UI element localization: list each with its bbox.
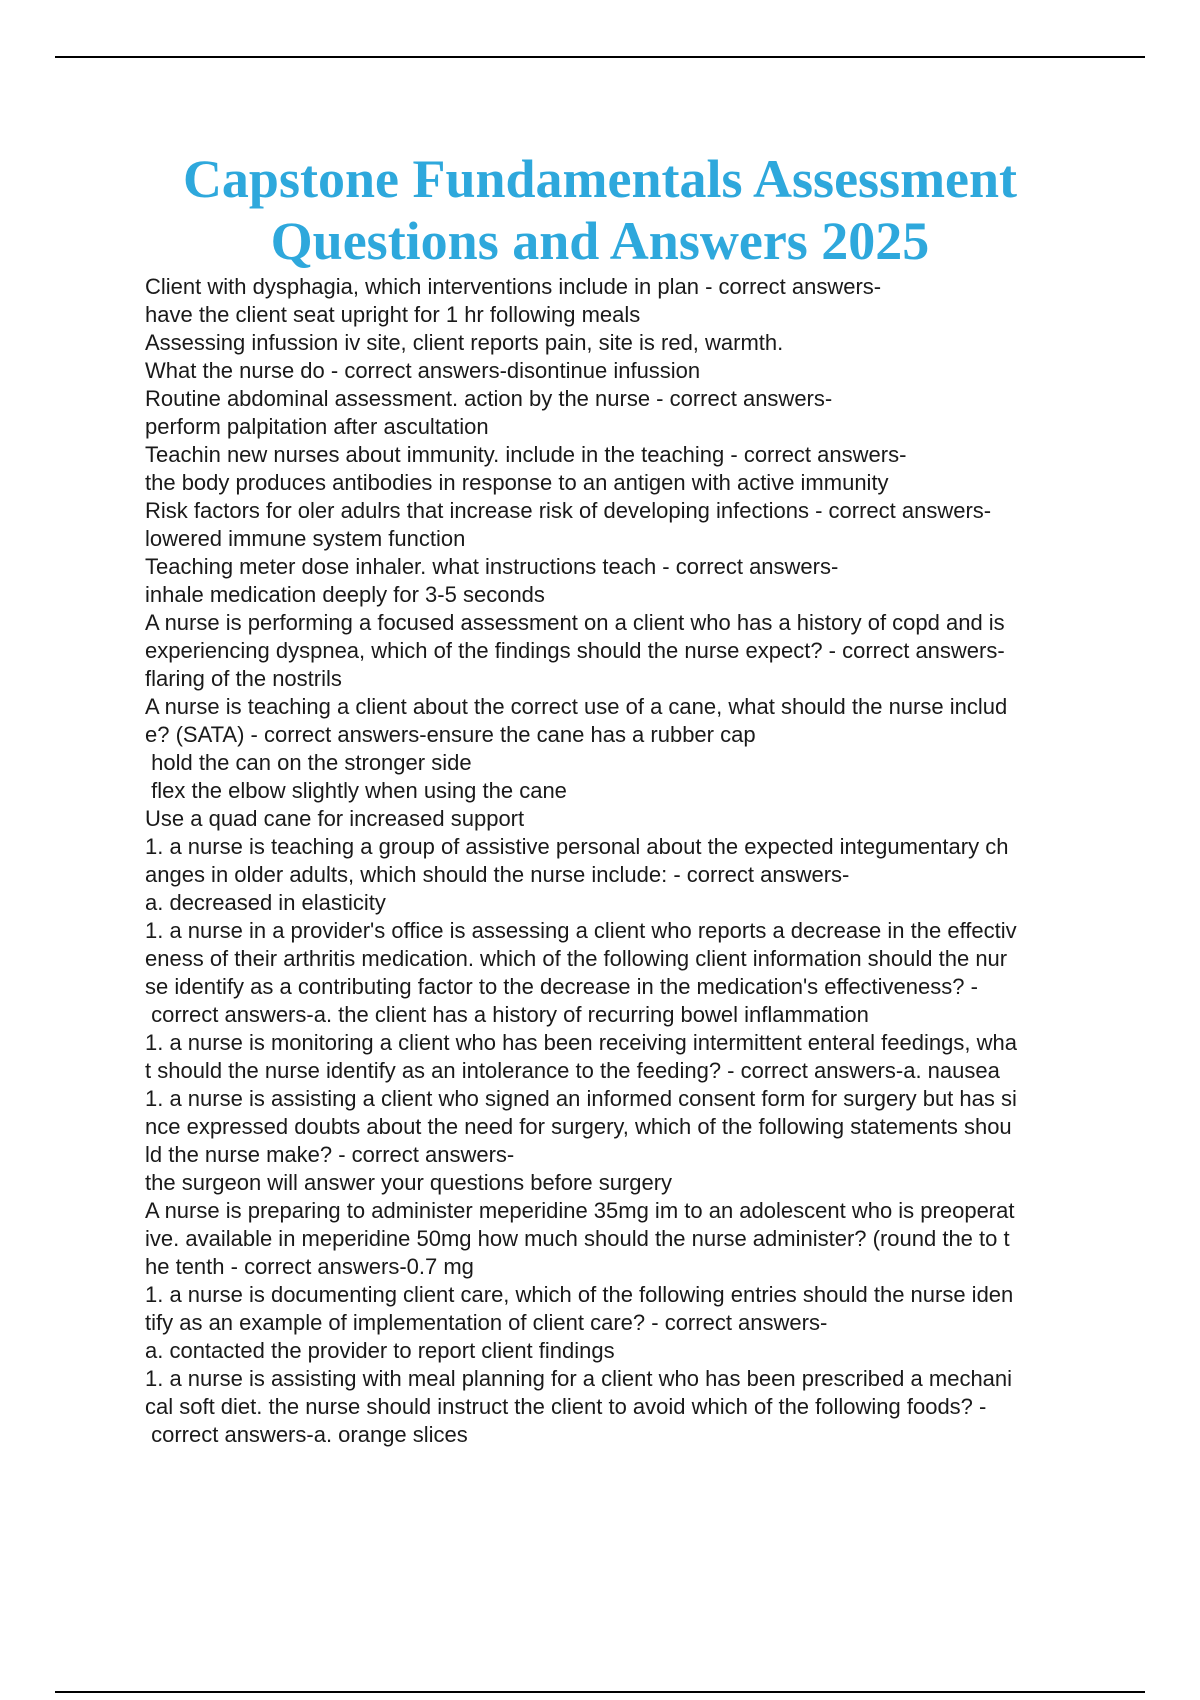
text-line: hold the can on the stronger side bbox=[145, 750, 472, 775]
text-line: A nurse is preparing to administer meperidine 35mg im to an adolescent who is preoperat bbox=[145, 1198, 1015, 1223]
text-line: inhale medication deeply for 3-5 seconds bbox=[145, 582, 545, 607]
page-title bbox=[0, 148, 1200, 272]
top-rule bbox=[55, 56, 1145, 58]
text-line: 1. a nurse is documenting client care, which of the following entries should the nurse iden bbox=[145, 1282, 1014, 1307]
text-line: What the nurse do - correct answers-disontinue infussion bbox=[145, 358, 701, 383]
text-line: Assessing infussion iv site, client reports pain, site is red, warmth. bbox=[145, 330, 784, 355]
text-line: 1. a nurse in a provider's office is assessing a client who reports a decrease in the effectiv bbox=[145, 918, 1017, 943]
text-line: flaring of the nostrils bbox=[145, 666, 342, 691]
text-line: t should the nurse identify as an intolerance to the feeding? - correct answers-a. nausea bbox=[145, 1058, 1000, 1083]
text-line: cal soft diet. the nurse should instruct the client to avoid which of the following foods? - bbox=[145, 1394, 987, 1419]
text-line: ive. available in meperidine 50mg how much should the nurse administer? (round the to t bbox=[145, 1226, 1010, 1251]
text-line: A nurse is performing a focused assessment on a client who has a history of copd and is bbox=[145, 610, 1005, 635]
bottom-rule bbox=[55, 1691, 1145, 1693]
text-line: Routine abdominal assessment. action by the nurse - correct answers- bbox=[145, 386, 833, 411]
title-line-1: Capstone Fundamentals Assessment bbox=[182, 149, 1018, 209]
text-line: flex the elbow slightly when using the cane bbox=[145, 778, 567, 803]
text-line: Teachin new nurses about immunity. include in the teaching - correct answers- bbox=[145, 442, 907, 467]
text-line: he tenth - correct answers-0.7 mg bbox=[145, 1254, 474, 1279]
title-line-2: Questions and Answers 2025 bbox=[270, 211, 930, 271]
text-line: Risk factors for oler adulrs that increase risk of developing infections - correct answers- bbox=[145, 498, 992, 523]
text-line: eness of their arthritis medication. which of the following client information should the nur bbox=[145, 946, 1008, 971]
text-line: perform palpitation after ascultation bbox=[145, 414, 489, 439]
text-line: 1. a nurse is assisting with meal planning for a client who has been prescribed a mechani bbox=[145, 1366, 1013, 1391]
text-line: A nurse is teaching a client about the correct use of a cane, what should the nurse includ bbox=[145, 694, 1008, 719]
text-line: correct answers-a. the client has a history of recurring bowel inflammation bbox=[145, 1002, 869, 1027]
text-line: e? (SATA) - correct answers-ensure the cane has a rubber cap bbox=[145, 722, 756, 747]
text-line: have the client seat upright for 1 hr following meals bbox=[145, 302, 641, 327]
text-line: a. decreased in elasticity bbox=[145, 890, 386, 915]
text-line: 1. a nurse is teaching a group of assistive personal about the expected integumentary ch bbox=[145, 834, 1009, 859]
text-line: tify as an example of implementation of client care? - correct answers- bbox=[145, 1310, 828, 1335]
text-line: experiencing dyspnea, which of the findings should the nurse expect? - correct answers- bbox=[145, 638, 1005, 663]
text-line: a. contacted the provider to report client findings bbox=[145, 1338, 615, 1363]
text-line: nce expressed doubts about the need for surgery, which of the following statements shou bbox=[145, 1114, 1012, 1139]
text-line: lowered immune system function bbox=[145, 526, 466, 551]
text-line: 1. a nurse is monitoring a client who has been receiving intermittent enteral feedings, wha bbox=[145, 1030, 1017, 1055]
text-line: correct answers-a. orange slices bbox=[145, 1422, 468, 1447]
text-line: the surgeon will answer your questions before surgery bbox=[145, 1170, 673, 1195]
text-line: Teaching meter dose inhaler. what instructions teach - correct answers- bbox=[145, 554, 839, 579]
text-line: se identify as a contributing factor to the decrease in the medication's effectiveness? - bbox=[145, 974, 978, 999]
text-line: Use a quad cane for increased support bbox=[145, 806, 525, 831]
text-line: the body produces antibodies in response to an antigen with active immunity bbox=[145, 470, 889, 495]
text-line: Client with dysphagia, which interventions include in plan - correct answers- bbox=[145, 274, 882, 299]
text-line: ld the nurse make? - correct answers- bbox=[145, 1142, 515, 1167]
document-body bbox=[145, 273, 1090, 1449]
text-line: 1. a nurse is assisting a client who signed an informed consent form for surgery but has si bbox=[145, 1086, 1017, 1111]
text-line: anges in older adults, which should the nurse include: - correct answers- bbox=[145, 862, 850, 887]
